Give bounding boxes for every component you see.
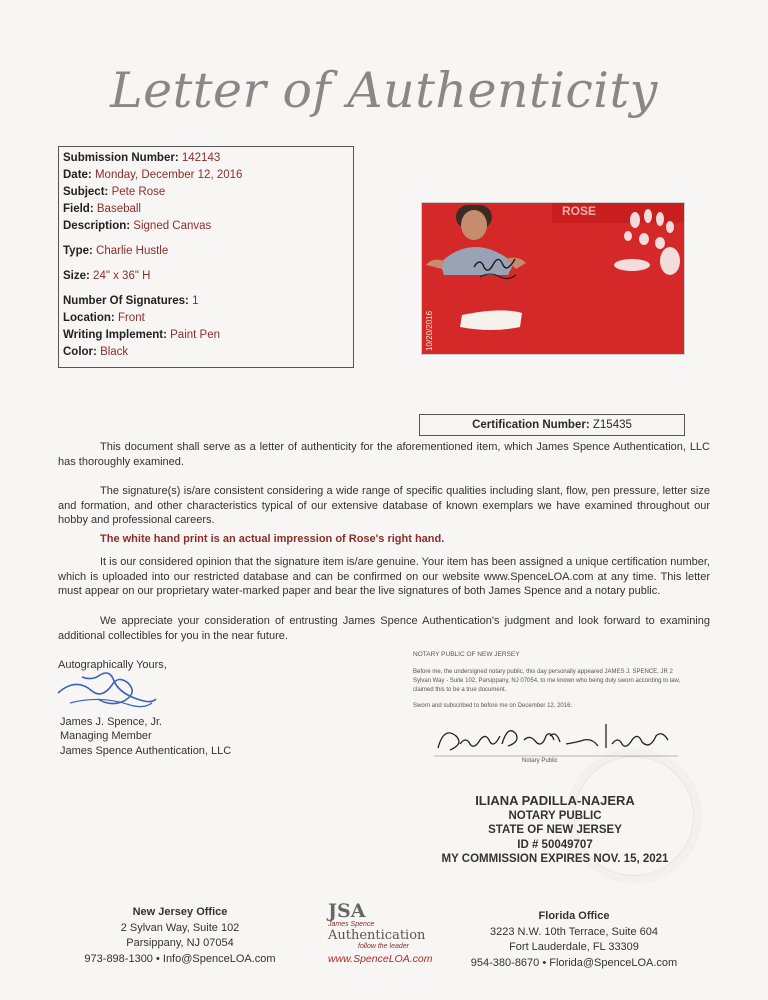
detail-description: Description: Signed Canvas bbox=[63, 220, 212, 232]
nj-office-heading: New Jersey Office bbox=[132, 906, 228, 918]
detail-number-of-signatures: Number Of Signatures: 1 bbox=[63, 295, 199, 307]
paragraph-closing: We appreciate your consideration of entrusting James Spence Authentication's judgment and look forward to examining additional collectibles for you in the near future. bbox=[58, 615, 710, 642]
notary-state: STATE OF NEW JERSEY bbox=[488, 824, 622, 836]
notary-heading: NOTARY PUBLIC OF NEW JERSEY bbox=[413, 651, 520, 658]
notary-statement: Before me, the undersigned notary public, this day personally appeared JAMES J. SPENCE, JR 2 Sylvan Way - Suite 102, Parsippany, NJ 07054, to me known who being duly sworn according to law, claimed this to be a true document. bbox=[413, 669, 681, 693]
notary-stamp bbox=[440, 794, 670, 867]
paragraph-intro: This document shall serve as a letter of authenticity for the aforementioned item, which James Spence Authentication, LLC has thoroughly examined. bbox=[58, 441, 710, 468]
notary-commission: MY COMMISSION EXPIRES NOV. 15, 2021 bbox=[441, 853, 669, 865]
notary-public-label: Notary Public bbox=[522, 758, 558, 764]
website-link[interactable]: www.SpenceLOA.com bbox=[328, 953, 433, 965]
certification-number-box bbox=[419, 414, 685, 436]
notary-sworn-date: Sworn and subscribed to before me on December 12, 2016. bbox=[413, 703, 573, 709]
canvas-artwork bbox=[422, 203, 685, 355]
detail-field: Field: Baseball bbox=[63, 203, 141, 215]
notary-title: NOTARY PUBLIC bbox=[508, 809, 602, 822]
paragraph-opinion: It is our considered opinion that the signature item is/are genuine. Your item has been assigned a unique certification number, which is uploaded into our restricted database and can be confirmed on our website www.SpenceLOA.com at any time. This letter must appear on our proprietary water-marked paper and bear the live signatures of both James Spence and a notary public. bbox=[58, 556, 710, 597]
signer-role: Managing Member bbox=[60, 730, 152, 742]
footer-fl-office bbox=[462, 909, 686, 971]
detail-type: Type: Charlie Hustle bbox=[63, 245, 169, 257]
jsa-logo-name: Authentication bbox=[328, 928, 426, 943]
nj-address-line2: Parsippany, NJ 07054 bbox=[126, 937, 234, 949]
signer-company: James Spence Authentication, LLC bbox=[60, 744, 232, 757]
jsa-logo bbox=[328, 902, 438, 950]
footer-nj-office bbox=[80, 905, 280, 967]
signer-name: James J. Spence, Jr. bbox=[60, 715, 163, 728]
jsa-logo-small-text: James Spence bbox=[328, 921, 375, 928]
detail-writing-implement: Writing Implement: Paint Pen bbox=[63, 329, 221, 341]
detail-color: Color: Black bbox=[63, 346, 129, 358]
detail-submission-number: Submission Number: 142143 bbox=[63, 152, 221, 164]
fl-office-heading: Florida Office bbox=[538, 910, 610, 922]
notary-id: ID # 50049707 bbox=[517, 838, 593, 851]
spence-signature bbox=[52, 669, 162, 715]
notary-name: ILIANA PADILLA-NAJERA bbox=[475, 793, 635, 808]
photo-date-stamp: 10/20/2016 bbox=[425, 310, 434, 351]
detail-location: Location: Front bbox=[63, 312, 145, 324]
certification-number: Z15435 bbox=[592, 419, 632, 431]
closing-text: Autographically Yours, bbox=[58, 659, 167, 671]
detail-size: Size: 24" x 36" H bbox=[63, 270, 151, 282]
svg-text:ROSE: ROSE bbox=[562, 204, 597, 218]
detail-subject: Subject: Pete Rose bbox=[63, 186, 166, 198]
jsa-logo-mark: JSA bbox=[328, 900, 366, 922]
signer-block bbox=[58, 658, 231, 758]
nj-address-line1: 2 Sylvan Way, Suite 102 bbox=[120, 921, 240, 934]
item-photo bbox=[421, 202, 685, 355]
fl-contact: 954-380-8670 • Florida@SpenceLOA.com bbox=[470, 956, 678, 969]
fl-address-line2: Fort Lauderdale, FL 33309 bbox=[509, 941, 639, 953]
hand-print-note: The white hand print is an actual impression of Rose's right hand. bbox=[100, 533, 445, 545]
jsa-tagline: follow the leader bbox=[358, 943, 409, 950]
letter-title: Letter of Authenticity bbox=[110, 62, 658, 119]
item-details-box bbox=[58, 146, 354, 368]
fl-address-line1: 3223 N.W. 10th Terrace, Suite 604 bbox=[490, 925, 658, 938]
detail-date: Date: Monday, December 12, 2016 bbox=[63, 169, 243, 181]
nj-contact: 973-898-1300 • Info@SpenceLOA.com bbox=[84, 952, 276, 965]
certification-label: Certification Number: bbox=[472, 419, 590, 431]
paragraph-signature-analysis: The signature(s) is/are consistent considering a wide range of specific qualities including slant, flow, pen pressure, letter size and formation, and other characteristics typical of our extensive database of known exemplars we have examined throughout our hobby and professional careers. bbox=[58, 485, 710, 526]
